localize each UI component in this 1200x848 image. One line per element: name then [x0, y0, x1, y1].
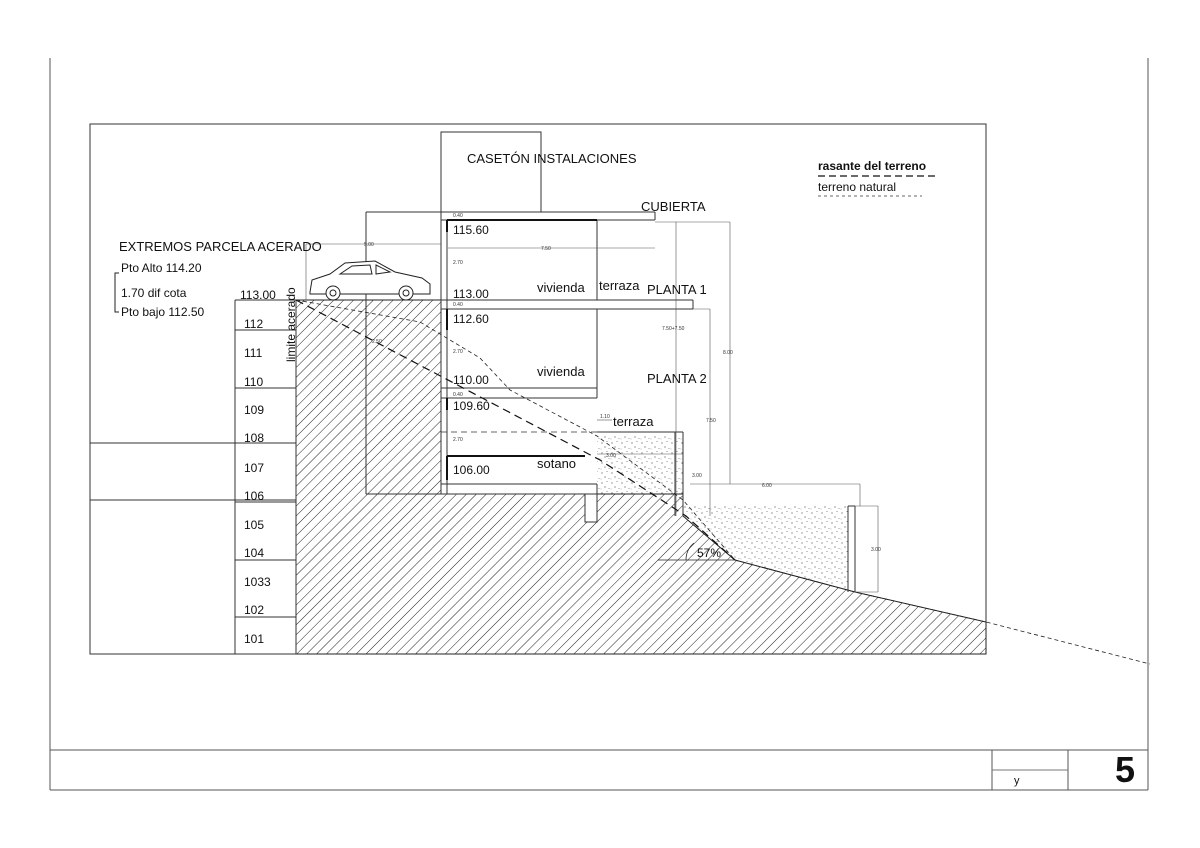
dim: 7.50: [541, 246, 551, 252]
pto-alto-label: Pto Alto 114.20: [121, 261, 202, 275]
scale-row: 112: [244, 317, 264, 331]
dim: 0.40: [453, 302, 463, 308]
scale-row: 105: [244, 518, 265, 532]
caseton-label: CASETÓN INSTALACIONES: [467, 151, 637, 166]
vivienda-lower-label: vivienda: [537, 364, 585, 379]
dim: 6.00: [762, 483, 772, 489]
slope-label: 57%: [697, 546, 722, 560]
scale-row: 108: [244, 431, 265, 445]
scale-row: 102: [244, 603, 265, 617]
parcela-bracket: [115, 273, 119, 312]
elevation-scale-table: [90, 300, 296, 654]
title-block: [992, 749, 1135, 790]
scale-row: 1033: [244, 575, 271, 589]
elevation-scale-labels: [240, 288, 276, 646]
dim: 1.10: [600, 414, 610, 420]
terraza-lower-label: terraza: [613, 414, 654, 429]
dim: 2.50: [372, 339, 382, 345]
scale-row: 109: [244, 403, 265, 417]
level-113: 113.00: [453, 287, 489, 301]
scale-row: 110: [244, 375, 264, 389]
vivienda-upper-label: vivienda: [537, 280, 585, 295]
scale-row: 106: [244, 489, 265, 503]
dim: 3.00: [692, 473, 702, 479]
scale-row: 104: [244, 546, 265, 560]
dif-cota-label: 1.70 dif cota: [121, 286, 187, 300]
dim: 3.00: [871, 547, 881, 553]
pto-bajo-label: Pto bajo 112.50: [121, 305, 205, 319]
dim: 0.40: [453, 213, 463, 219]
dim: 0.40: [453, 392, 463, 398]
terrace-fill-lower: [597, 434, 683, 494]
level-115: 115.60: [453, 223, 489, 237]
planta1-label: PLANTA 1: [647, 282, 707, 297]
scale-row: 111: [244, 346, 263, 360]
scale-row: 101: [244, 632, 265, 646]
level-109: 109.60: [453, 399, 490, 413]
dim: 5.00: [364, 242, 374, 248]
limite-acerado-label: limite acerado: [284, 287, 298, 362]
scale-row: 113.00: [240, 288, 276, 302]
planta2-label: PLANTA 2: [647, 371, 707, 386]
level-106: 106.00: [453, 463, 490, 477]
dim: 7.50: [706, 418, 716, 424]
terraza-upper-label: terraza: [599, 278, 640, 293]
dim: 2.70: [453, 260, 463, 266]
dim: 2.70: [453, 437, 463, 443]
level-112: 112.60: [453, 312, 489, 326]
dim: 7.50+7.50: [662, 326, 685, 332]
titleblock-field: y: [1014, 775, 1020, 787]
sheet-frame: [50, 58, 1148, 790]
slab-lines: [447, 220, 597, 480]
dim: 8.00: [723, 350, 733, 356]
dim: 3.00: [606, 453, 616, 459]
sheet-number: 5: [1115, 749, 1136, 790]
sotano-label: sotano: [537, 456, 577, 471]
level-110: 110.00: [453, 373, 489, 387]
extremos-label: EXTREMOS PARCELA ACERADO: [119, 239, 322, 254]
legend-rasante-label: rasante del terreno: [818, 159, 927, 173]
dim: 2.70: [453, 349, 463, 355]
scale-row: 107: [244, 461, 265, 475]
legend-natural-label: terreno natural: [818, 180, 897, 194]
car-icon: [310, 261, 430, 300]
cubierta-label: CUBIERTA: [641, 199, 706, 214]
